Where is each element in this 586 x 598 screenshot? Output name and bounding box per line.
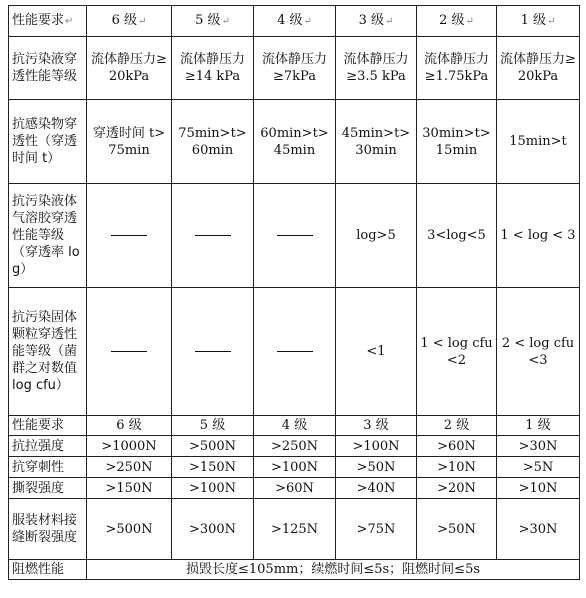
table-cell: >250N xyxy=(87,457,172,478)
table-cell: >100N xyxy=(336,436,417,457)
grade-label: 5 级 xyxy=(172,416,254,436)
table-cell: >500N xyxy=(172,436,254,457)
paragraph-mark: ↵ xyxy=(385,16,394,27)
empty-dash-cell xyxy=(254,184,336,288)
table-cell: >50N xyxy=(336,457,417,478)
grade-header-cell xyxy=(497,6,580,37)
table-row xyxy=(9,457,580,478)
flame-row xyxy=(9,560,580,580)
paragraph-mark: ↵ xyxy=(138,16,147,27)
paragraph-mark: ↵ xyxy=(303,16,312,27)
dash-line xyxy=(277,351,313,352)
row-label: 抗污染液穿透性能等级 xyxy=(9,37,87,100)
header-label: 性能要求 xyxy=(9,416,87,436)
table-cell: log>5 xyxy=(336,184,417,288)
table-cell: 流体静压力≥20kPa xyxy=(87,37,172,100)
table-cell: >50N xyxy=(417,499,497,560)
table-cell: 3<log<5 xyxy=(417,184,497,288)
table-cell: >500N xyxy=(87,499,172,560)
row-label: 抗感染物穿透性（穿透时间 t） xyxy=(9,100,87,184)
table-row xyxy=(9,184,580,288)
grade-header-cell xyxy=(172,6,254,37)
table-cell: >60N xyxy=(254,478,336,499)
table-cell: 流体静压力≥1.75kPa xyxy=(417,37,497,100)
table-cell: <1 xyxy=(336,288,417,416)
table-cell: >60N xyxy=(417,436,497,457)
table-cell: >100N xyxy=(254,457,336,478)
table-row xyxy=(9,100,580,184)
grade-label: 4 级 xyxy=(254,416,336,436)
row-label: 撕裂强度 xyxy=(9,478,87,499)
table-cell: >10N xyxy=(417,457,497,478)
empty-dash-cell xyxy=(254,288,336,416)
table-cell: 75min>t>60min xyxy=(172,100,254,184)
grade-label: 6 级 xyxy=(111,13,137,28)
table-cell: >150N xyxy=(87,478,172,499)
table-row xyxy=(9,37,580,100)
dash-line xyxy=(111,235,147,236)
table-cell: 1 < log cfu<2 xyxy=(417,288,497,416)
row-label: 抗拉强度 xyxy=(9,436,87,457)
table-cell: 流体静压力≥3.5 kPa xyxy=(336,37,417,100)
table-cell: >75N xyxy=(336,499,417,560)
header-row xyxy=(9,416,580,436)
table-cell: 流体静压力≥7kPa xyxy=(254,37,336,100)
table-cell: 15min>t xyxy=(497,100,580,184)
row-label: 抗污染液体气溶胶穿透性能等级（穿透率 log） xyxy=(9,184,87,288)
paragraph-mark: ↵ xyxy=(547,16,556,27)
grade-label: 5 级 xyxy=(195,13,221,28)
table-cell: 30min>t>15min xyxy=(417,100,497,184)
table-row xyxy=(9,478,580,499)
header-label-cell xyxy=(9,6,87,37)
table-cell: 60min>t>45min xyxy=(254,100,336,184)
grade-header-cell xyxy=(254,6,336,37)
table-cell: 穿透时间 t>75min xyxy=(87,100,172,184)
dash-line xyxy=(111,351,147,352)
grade-label: 2 级 xyxy=(417,416,497,436)
table-cell: 流体静压力≥20kPa xyxy=(497,37,580,100)
table-cell: >20N xyxy=(417,478,497,499)
table-cell: >10N xyxy=(497,478,580,499)
paragraph-mark: ↵ xyxy=(65,16,74,27)
dash-line xyxy=(277,235,313,236)
performance-table xyxy=(8,5,580,580)
row-label: 阻燃性能 xyxy=(9,560,87,580)
table-cell: 1 < log < 3 xyxy=(497,184,580,288)
empty-dash-cell xyxy=(87,184,172,288)
table-cell: >30N xyxy=(497,499,580,560)
table-cell: 2 < log cfu<3 xyxy=(497,288,580,416)
grade-label: 3 级 xyxy=(358,13,384,28)
table-cell: >150N xyxy=(172,457,254,478)
table-row xyxy=(9,288,580,416)
header-row xyxy=(9,6,580,37)
grade-label: 1 级 xyxy=(497,416,580,436)
table-cell: >30N xyxy=(497,436,580,457)
empty-dash-cell xyxy=(172,288,254,416)
dash-line xyxy=(195,235,231,236)
table-cell: >5N xyxy=(497,457,580,478)
grade-label: 2 级 xyxy=(439,13,465,28)
table-cell: 45min>t>30min xyxy=(336,100,417,184)
row-label: 抗穿刺性 xyxy=(9,457,87,478)
table-cell: >125N xyxy=(254,499,336,560)
table-cell: >40N xyxy=(336,478,417,499)
grade-label: 3 级 xyxy=(336,416,417,436)
grade-label: 1 级 xyxy=(520,13,546,28)
paragraph-mark: ↵ xyxy=(465,16,474,27)
table-cell: 流体静压力≥14 kPa xyxy=(172,37,254,100)
dash-line xyxy=(195,351,231,352)
table-row xyxy=(9,499,580,560)
flame-retardant-spec: 损毁长度≤105mm；续燃时间≤5s；阻燃时间≤5s xyxy=(87,560,580,580)
grade-header-cell xyxy=(417,6,497,37)
table-cell: >300N xyxy=(172,499,254,560)
grade-header-cell xyxy=(87,6,172,37)
table-cell: >1000N xyxy=(87,436,172,457)
paragraph-mark: ↵ xyxy=(221,16,230,27)
empty-dash-cell xyxy=(172,184,254,288)
header-label: 性能要求 xyxy=(12,13,65,28)
row-label: 抗污染固体颗粒穿透性能等级（菌群之对数值 log cfu） xyxy=(9,288,87,416)
table-cell: >100N xyxy=(172,478,254,499)
table-row xyxy=(9,436,580,457)
grade-label: 4 级 xyxy=(277,13,303,28)
empty-dash-cell xyxy=(87,288,172,416)
table-cell: >250N xyxy=(254,436,336,457)
row-label: 服装材料接缝断裂强度 xyxy=(9,499,87,560)
grade-header-cell xyxy=(336,6,417,37)
grade-label: 6 级 xyxy=(87,416,172,436)
